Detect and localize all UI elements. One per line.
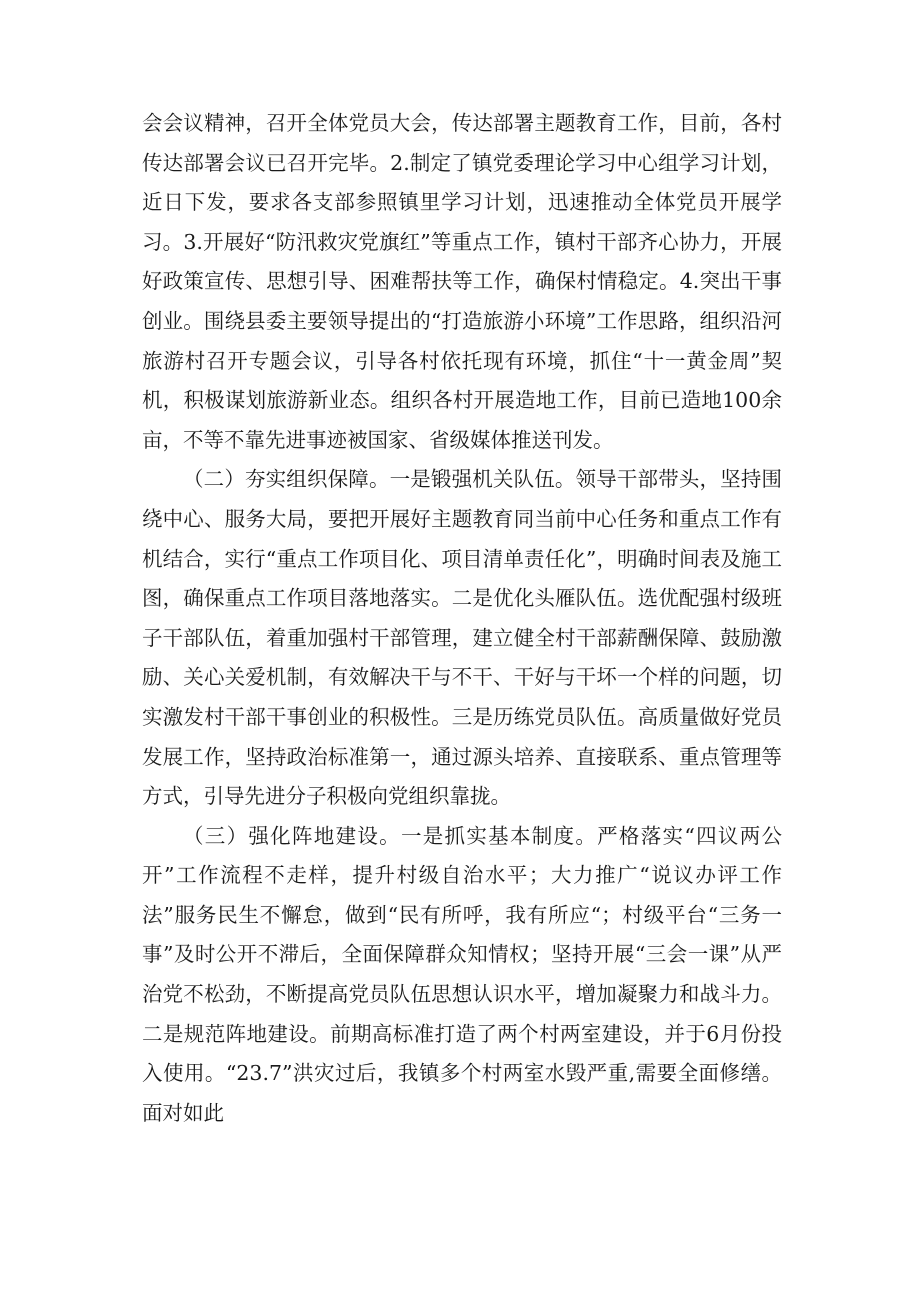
document-body [142, 104, 782, 1133]
paragraph-continuation: 会会议精神，召开全体党员大会，传达部署主题教育工作，目前，各村传达部署会议已召开完毕。2.制定了镇党委理论学习中心组学习计划，近日下发，要求各支部参照镇里学习计划，迅速推动全体党员开展学习。3.开展好“防汛救灾党旗红”等重点工作，镇村干部齐心协力，开展好政策宣传、思想引导、困难帮扶等工作，确保村情稳定。4.突出干事创业。围绕县委主要领导提出的“打造旅游小环境”工作思路，组织沿河旅游村召开专题会议，引导各村依托现有环境，抓住“十一黄金周”契机，积极谋划旅游新业态。组织各村开展造地工作，目前已造地100余亩，不等不靠先进事迹被国家、省级媒体推送刊发。 [142, 111, 782, 452]
paragraph-position-building: （三）强化阵地建设。一是抓实基本制度。严格落实“四议两公开”工作流程不走样，提升村级自治水平；大力推广“说议办评工作法”服务民生不懈怠，做到“民有所呼，我有所应“；村级平台“三务一事”及时公开不滞后，全面保障群众知情权；坚持开展“三会一课”从严治党不松劲，不断提高党员队伍思想认识水平，增加凝聚力和战斗力。二是规范阵地建设。前期高标准打造了两个村两室建设，并于6月份投入使用。“23.7”洪灾过后，我镇多个村两室水毁严重,需要全面修缮。面对如此 [142, 823, 782, 1125]
paragraph-organization-guarantee: （二）夯实组织保障。一是锻强机关队伍。领导干部带头，坚持围绕中心、服务大局，要把开展好主题教育同当前中心任务和重点工作有机结合，实行“重点工作项目化、项目清单责任化”，明确时间表及施工图，确保重点工作项目落地落实。二是优化头雁队伍。选优配强村级班子干部队伍，着重加强村干部管理，建立健全村干部薪酬保障、鼓励激励、关心关爱机制，有效解决干与不干、干好与干坏一个样的问题，切实激发村干部干事创业的积极性。三是历练党员队伍。高质量做好党员发展工作，坚持政治标准第一，通过源头培养、直接联系、重点管理等方式，引导先进分子积极向党组织靠拢。 [142, 467, 782, 809]
